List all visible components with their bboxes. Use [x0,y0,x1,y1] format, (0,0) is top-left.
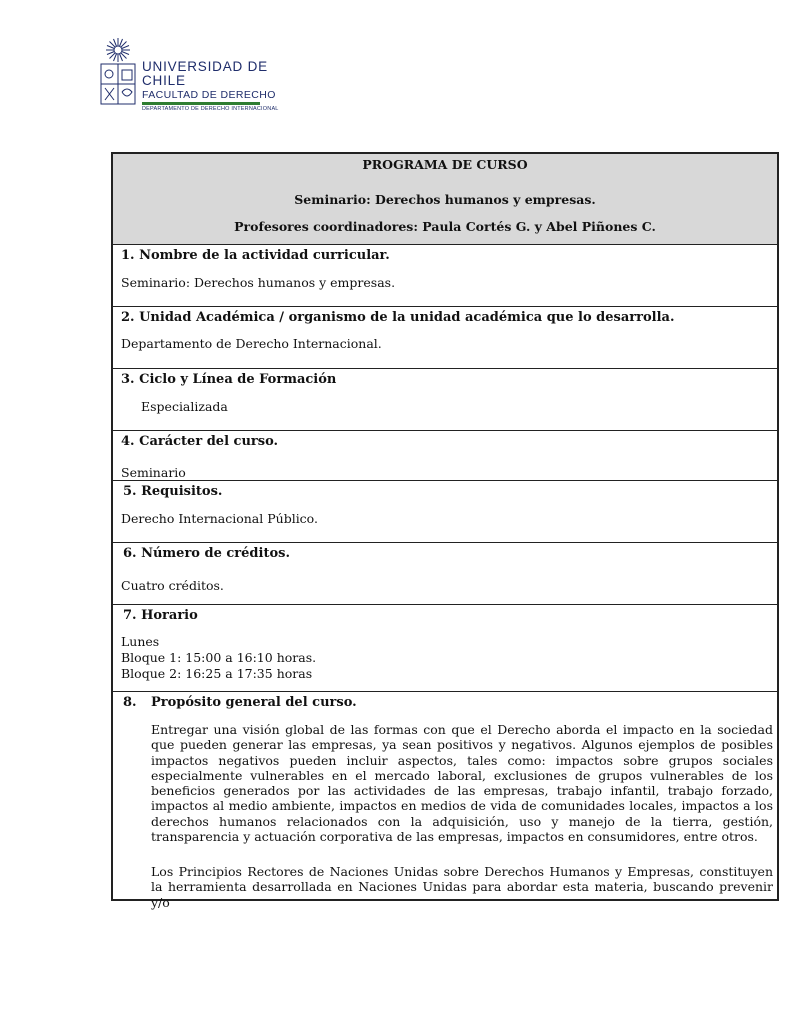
section-title: 3. Ciclo y Línea de Formación [121,372,337,387]
schedule-day: Lunes [121,634,160,649]
course-name: Seminario: Derechos humanos y empresas. [294,192,596,207]
department-name: DEPARTAMENTO DE DERECHO INTERNACIONAL [142,106,279,112]
section-requirements [113,481,777,543]
section-title: 5. Requisitos. [123,484,223,499]
purpose-paragraph-1: Entregar una visión global de las formas con que el Derecho aborda el impacto en la sociedad que pueden generar las empresas, ya sean positivos y negativos. Algunos ejemplos de posibles impactos negativos pueden incluir aspectos, tales como: impactos sobre grupos sociales especialmente vulnerables en el mercado laboral, exclusiones de grupos vulnerables de los beneficios generados por las actividades de las empresas, trabajo infantil, trabajo forzado, impactos al medio ambiente, impactos en medios de vida de comunidades locales, impactos a los derechos humanos relacionados con la adquisición, uso y manejo de la tierra, gestión, transparencia y actuación corporativa de las empresas, impactos en consumidores, entre otros. [151,722,773,845]
section-schedule [113,605,777,692]
course-program-table [111,152,779,910]
section-title: 1. Nombre de la actividad curricular. [121,248,390,263]
program-header [113,154,777,245]
university-name: UNIVERSIDAD DE CHILE [142,59,268,88]
section-character [113,431,777,481]
logo-underline [142,102,260,105]
schedule-block-2: Bloque 2: 16:25 a 17:35 horas [121,666,313,681]
schedule-block-1: Bloque 1: 15:00 a 16:10 horas. [121,650,317,665]
section-text: Departamento de Derecho Internacional. [121,336,382,351]
university-logo [98,36,298,112]
section-number: 8. [123,695,137,710]
section-title: 7. Horario [123,608,198,623]
section-text: Derecho Internacional Público. [121,511,318,526]
section-text: Seminario: Derechos humanos y empresas. [121,275,396,290]
section-title: 2. Unidad Académica / organismo de la unidad académica que lo desarrolla. [121,310,675,325]
coordinators: Profesores coordinadores: Paula Cortés G. y Abel Piñones C. [234,219,656,234]
university-seal-icon [98,36,138,108]
purpose-paragraph-2: Los Principios Rectores de Naciones Unidas sobre Derechos Humanos y Empresas, constituyen la herramienta desarrollada en Naciones Unidas para abordar esta materia, buscando prevenir y/o [151,864,773,910]
section-title: 4. Carácter del curso. [121,434,279,449]
faculty-name: FACULTAD DE DERECHO [142,89,276,101]
section-text: Especializada [141,399,228,414]
section-cycle [113,369,777,431]
section-activity-name [113,245,777,307]
section-title: Propósito general del curso. [151,695,357,710]
section-text: Seminario [121,465,186,480]
section-credits [113,543,777,605]
section-purpose [113,692,777,910]
section-text: Cuatro créditos. [121,578,224,593]
section-academic-unit [113,307,777,369]
section-title: 6. Número de créditos. [123,546,290,561]
program-title: PROGRAMA DE CURSO [362,157,528,172]
